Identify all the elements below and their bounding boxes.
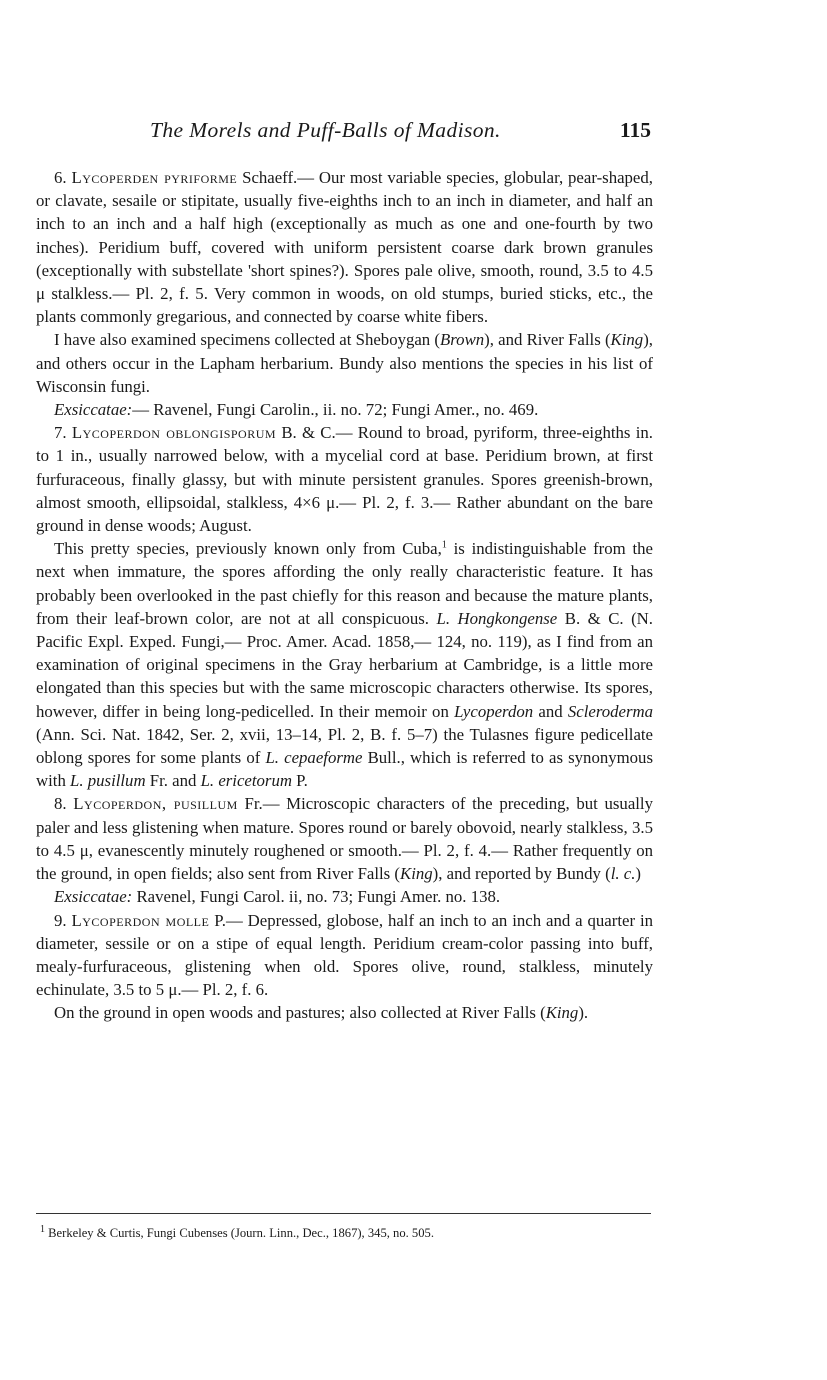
exsiccatae-label: Exsiccatae:	[54, 400, 133, 420]
taxon-name: Scleroderma	[567, 701, 654, 721]
collector-name: King	[545, 1003, 579, 1023]
species-text: — Round to broad, pyriform, three-eighths in. to 1 in., usually narrowed below, with a mycelial cord at base. Peridium brown, at first furfuraceous, finally glassy, but with minute persistent granules. Spores greenish-brown, almost smooth, ellipsoidal, stalkless, 4×6 μ.— Pl. 2, f. 3.— Rather abundant on the bare ground in dense woods; August.	[36, 423, 653, 536]
species-8-description	[36, 792, 653, 885]
taxon-name: L. pusillum	[70, 771, 146, 791]
species-text: — Our most variable species, globular, pear-shaped, or clavate, sesaile or stipitate, usually five-eighths inch to an inch in diameter, and half an inch to an inch and a half high (exceptionally as much as one and one-fourth by two inches). Peridium buff, covered with uniform persistent coarse dark brown granules (exceptionally with substellate 'short spines?). Spores pale olive, smooth, round, 3.5 to 4.5 μ stalkless.— Pl. 2, f. 5. Very common in woods, on old stumps, buried sticks, etc., the plants commonly gregarious, and connected by coarse white fibers.	[36, 168, 653, 327]
species-name: Lycoperdon molle	[71, 910, 210, 930]
text-run: ), and River Falls (	[484, 330, 611, 350]
text-run: Bull., which is referred to as synonymous with	[36, 748, 653, 791]
species-6-notes	[36, 328, 653, 398]
footnote-rule	[36, 1213, 651, 1214]
species-name: Lycoperden pyriforme	[71, 168, 238, 187]
text-run: This pretty species, previously known only from Cuba,	[54, 539, 442, 559]
species-9-notes	[36, 1001, 653, 1024]
running-title: The Morels and Puff-Balls of Madison.	[150, 118, 501, 142]
text-run: Fr. and	[145, 771, 201, 791]
text-run: B. & C. (N. Pacific Expl. Exped. Fungi,— Proc. Amer. Acad. 1858,— 124, no. 119), as I find from an examination of original specimens in the Gray herbarium at Cambridge, is a little more elongated than this species but with the same microscopic characters otherwise. Its spores, however, differ in being long-pedicelled. In their memoir on	[36, 608, 653, 721]
taxon-name: Lycoperdon	[454, 701, 534, 721]
exsiccatae-text: Ravenel, Fungi Carol. ii, no. 73; Fungi Amer. no. 138.	[132, 887, 501, 907]
page-header	[36, 118, 653, 148]
species-9-description	[36, 909, 653, 1002]
footnote-marker: 1	[40, 1223, 45, 1235]
exsiccatae-label: Exsiccatae:	[54, 887, 133, 907]
species-8-exsiccatae	[36, 885, 653, 908]
text-run: I have also examined specimens collected at Sheboygan (	[54, 330, 441, 350]
footnote-text: Berkeley & Curtis, Fungi Cubenses (Journ. Linn., Dec., 1867), 345, no. 505.	[45, 1226, 434, 1240]
species-number: 6.	[54, 168, 67, 187]
page-number: 115	[619, 118, 651, 142]
species-6-exsiccatae	[36, 398, 653, 421]
citation-abbrev: l. c.	[610, 864, 636, 884]
text-run: ), and others occur in the Lapham herbarium. Bundy also mentions the species in his list of Wisconsin fungi.	[36, 330, 653, 396]
species-author: Schaeff.	[242, 168, 298, 187]
text-run: On the ground in open woods and pastures; also collected at River Falls (	[54, 1003, 546, 1023]
text-run: is indistinguishable from the next when immature, the spores affording the only really characteristic feature. It has probably been overlooked in the past chiefly for this reason and because the mature plants, from their leaf-brown color, are not at all conspicuous.	[36, 539, 653, 628]
species-7-description	[36, 421, 653, 537]
species-author: Fr.	[244, 794, 263, 814]
species-text: — Depressed, globose, half an inch to an inch and a quarter in diameter, sessile or on a stipe of equal length. Peridium cream-color passing into buff, mealy-furfuraceous, glistening when old. Spores olive, round, stalkless, minutely echinulate, 3.5 to 5 μ.— Pl. 2, f. 6.	[36, 910, 654, 1000]
taxon-name: L. Hongkongense	[436, 608, 558, 628]
species-author: P.	[214, 910, 226, 930]
footnote-reference: 1	[441, 539, 447, 551]
species-number: 7.	[54, 423, 67, 443]
species-7-notes	[36, 537, 653, 792]
collector-name: King	[610, 330, 644, 350]
footnote	[40, 1225, 650, 1241]
collector-name: Brown	[440, 330, 485, 350]
text-run: (Ann. Sci. Nat. 1842, Ser. 2, xvii, 13–14, Pl. 2, B. f. 5–7) the Tulasnes figure pedicellate oblong spores for some plants of	[36, 724, 653, 768]
species-number: 8.	[54, 794, 67, 814]
taxon-name: L. cepaeforme	[265, 748, 363, 768]
text-run: P.	[291, 771, 308, 791]
text-run: )	[635, 864, 641, 884]
exsiccatae-text: — Ravenel, Fungi Carolin., ii. no. 72; Fungi Amer., no. 469.	[132, 400, 539, 420]
page-body	[36, 166, 653, 1025]
collector-name: King	[400, 864, 433, 884]
text-run: ), and reported by Bundy (	[432, 864, 611, 884]
species-6-description	[36, 166, 653, 328]
text-run: and	[533, 701, 568, 721]
species-name: Lycoperdon, pusillum	[73, 794, 238, 814]
taxon-name: L. ericetorum	[200, 771, 292, 791]
text-run: ).	[578, 1003, 589, 1023]
species-name: Lycoperdon oblongisporum	[71, 423, 277, 443]
species-number: 9.	[54, 910, 67, 930]
text-run: — Microscopic characters of the preceding, but usually paler and less glistening when mature. Spores round or barely obovoid, nearly stalkless, 3.5 to 4.5 μ, evanescently minutely roughened or smooth.— Pl. 2, f. 4.— Rather frequently on the ground, in open fields; also sent from River Falls (	[36, 794, 653, 884]
species-author: B. & C.	[281, 423, 336, 443]
